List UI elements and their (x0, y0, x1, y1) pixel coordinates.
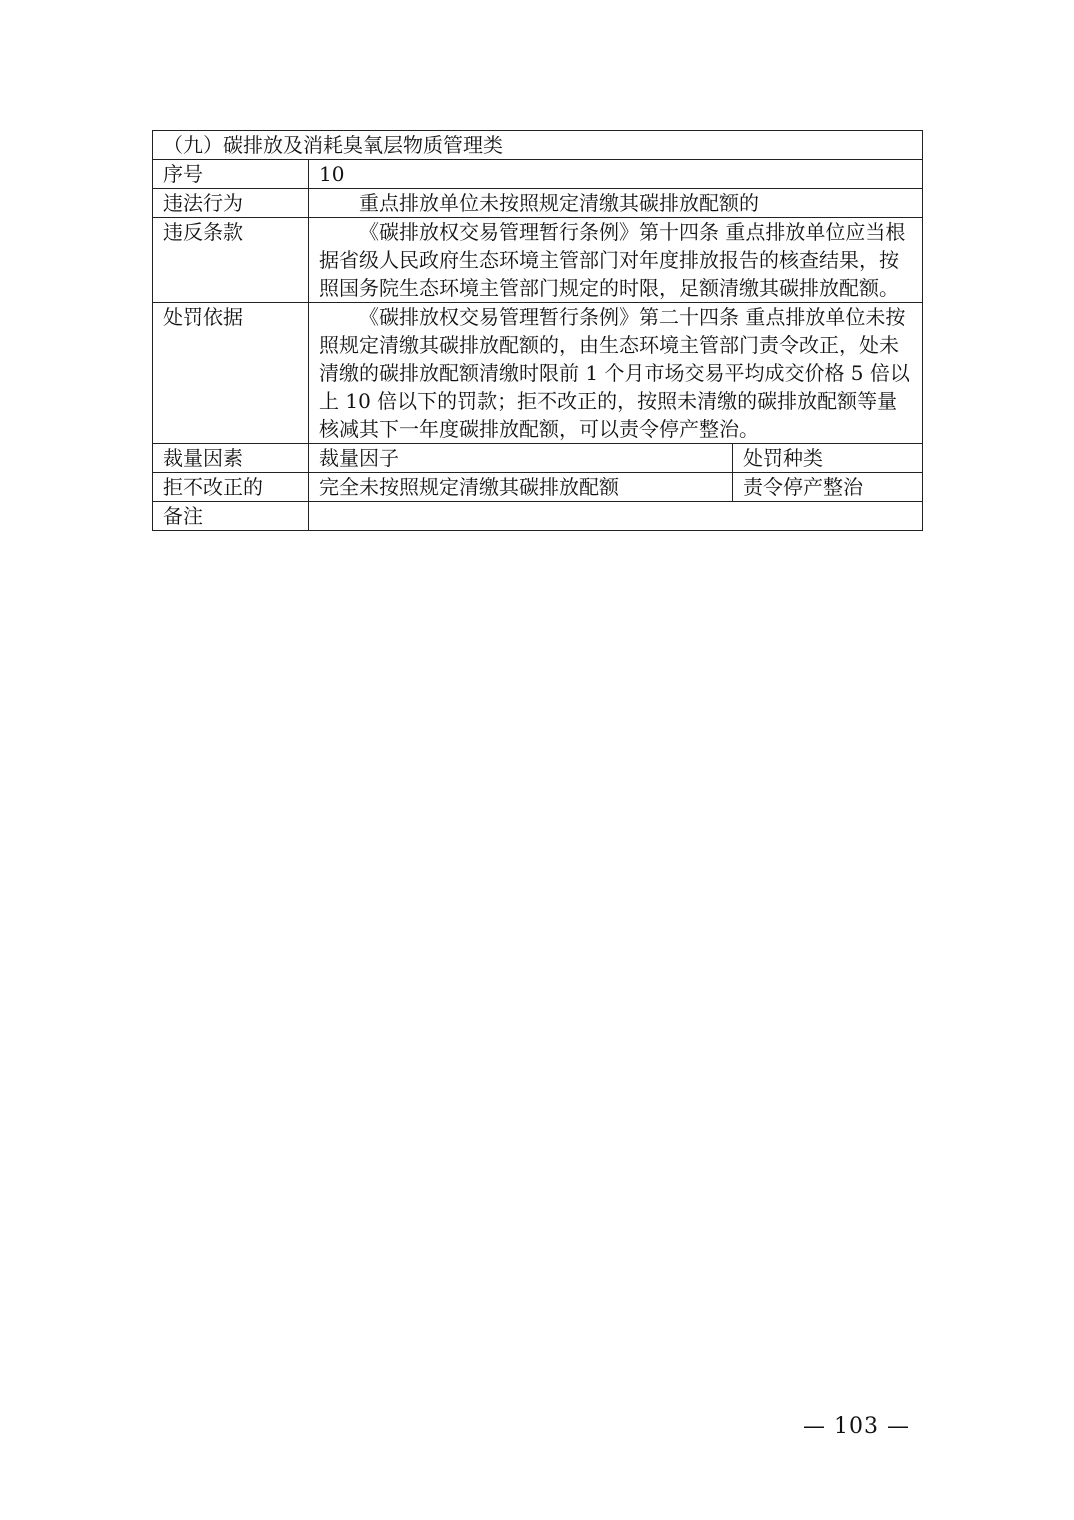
penalty-basis-label: 处罚依据 (153, 303, 309, 444)
violation-label: 违法行为 (153, 189, 309, 218)
discretion-factor-label: 裁量因素 (153, 444, 309, 473)
refuse-correction-factor: 完全未按照规定清缴其碳排放配额 (309, 473, 733, 502)
penalty-discretion-table (152, 130, 923, 531)
violated-clause-label: 违反条款 (153, 218, 309, 303)
remarks-value (309, 502, 923, 531)
page-number: — 103 — (803, 1414, 910, 1439)
refuse-correction-label: 拒不改正的 (153, 473, 309, 502)
discretion-factor-header: 裁量因子 (309, 444, 733, 473)
refuse-correction-penalty: 责令停产整治 (733, 473, 923, 502)
discretion-header-row (153, 444, 923, 473)
serial-value: 10 (309, 160, 923, 189)
remarks-label: 备注 (153, 502, 309, 531)
remarks-row (153, 502, 923, 531)
section-title: （九）碳排放及消耗臭氧层物质管理类 (153, 131, 923, 160)
section-title-row (153, 131, 923, 160)
violation-row (153, 189, 923, 218)
violated-clause-value: 《碳排放权交易管理暂行条例》第十四条 重点排放单位应当根据省级人民政府生态环境主管部门对年度排放报告的核查结果，按照国务院生态环境主管部门规定的时限，足额清缴其碳排放配额。 (309, 218, 923, 303)
penalty-basis-row (153, 303, 923, 444)
serial-label: 序号 (153, 160, 309, 189)
refuse-correction-row (153, 473, 923, 502)
penalty-basis-value: 《碳排放权交易管理暂行条例》第二十四条 重点排放单位未按照规定清缴其碳排放配额的，由生态环境主管部门责令改正，处未清缴的碳排放配额清缴时限前 1 个月市场交易平均成交价格 5 倍以上 10 倍以下的罚款；拒不改正的，按照未清缴的碳排放配额等量核减其下一年度碳排放配额，可以责令停产整治。 (309, 303, 923, 444)
violated-clause-row (153, 218, 923, 303)
penalty-type-header: 处罚种类 (733, 444, 923, 473)
violation-value: 重点排放单位未按照规定清缴其碳排放配额的 (309, 189, 923, 218)
serial-row (153, 160, 923, 189)
